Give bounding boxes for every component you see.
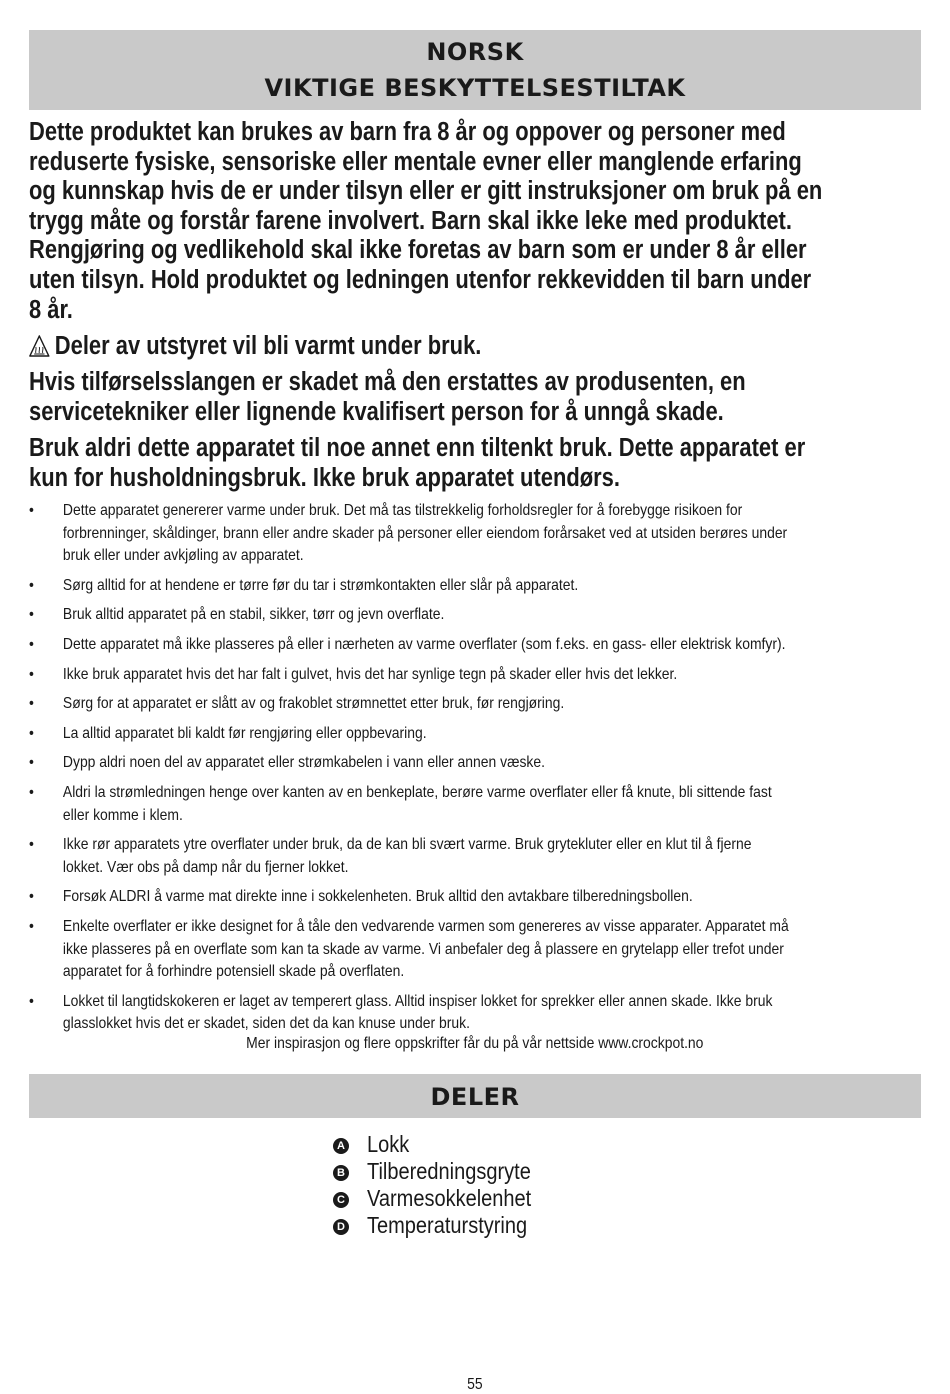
bullet-text-line: eller komme i klem. (62, 806, 183, 824)
parts-banner: DELER (29, 1074, 921, 1118)
bullet-item (29, 634, 916, 657)
intro-line: Dette produktet kan brukes av barn fra 8 år og oppover og personer med (29, 118, 786, 146)
hose-line: Hvis tilførselsslangen er skadet må den erstattes av produsenten, en (29, 368, 746, 396)
bullet-marker: • (29, 502, 34, 519)
bullet-marker: • (29, 917, 34, 935)
hose-line: servicetekniker eller lignende kvalifisert person for å unngå skade. (29, 397, 724, 426)
bullet-text-line: Enkelte overflater er ikke designet for å tåle den vedvarende varmen som genereres av visse apparater. Apparatet må (62, 917, 789, 935)
part-item (333, 1158, 556, 1185)
bullet-item (29, 500, 916, 568)
bullet-text-line: Dypp aldri noen del av apparatet eller strømkabelen i vann eller annen væske. (62, 754, 545, 772)
intro-line: og kunnskap hvis de er under tilsyn eller er gitt instruksjoner om bruk på en (29, 177, 823, 206)
part-label: Temperaturstyring (367, 1212, 528, 1238)
hose-paragraph (29, 368, 803, 427)
part-label: Lokk (367, 1131, 410, 1157)
bullet-text-line: bruk eller under avkjøling av apparatet. (62, 547, 304, 565)
bullet-text-line: Lokket til langtidskokeren er laget av temperert glass. Alltid inspiser lokket for sprekker eller annen skade. Ikke bruk (62, 992, 773, 1010)
bullet-marker: • (29, 992, 34, 1010)
bullet-marker: • (29, 665, 34, 683)
hot-surface-warning (29, 332, 803, 365)
bullet-item (29, 782, 916, 827)
bullet-marker: • (29, 724, 34, 742)
page-number: 55 (467, 1376, 483, 1393)
bullet-text-line: forbrenninger, skåldinger, brann eller andre skader på personer eller eiendom forårsaket ved at utsiden berøres under (62, 524, 788, 542)
part-item (333, 1212, 556, 1239)
intro-line: trygg måte og forstår farene involvert. Barn skal ikke leke med produktet. (29, 206, 792, 235)
part-item (333, 1185, 556, 1212)
bullet-text-line: Aldri la strømledningen henge over kanten av en benkeplate, berøre varme overflater eller få knute, bli sittende fast (62, 783, 772, 801)
bullet-text-line: glasslokket hvis det er skadet, siden det da kan knuse under bruk. (62, 1015, 470, 1033)
bullet-text-line: lokket. Vær obs på damp når du fjerner lokket. (62, 858, 349, 876)
bullet-text-line: ikke plasseres på en overflate som kan ta skade av varme. Vi anbefaler deg å plassere en grytelapp eller trefot under (62, 940, 784, 958)
language-heading: NORSK (426, 38, 524, 66)
bullet-item (29, 604, 916, 627)
more-info-text: Mer inspirasjon og flere oppskrifter får du på vår nettside www.crockpot.no (246, 1035, 704, 1052)
bullet-text-line: Dette apparatet genererer varme under bruk. Det må tas tilstrekkelig forholdsregler for å forebygge risikoen for (62, 502, 743, 519)
part-label: Tilberedningsgryte (367, 1158, 531, 1184)
part-item (333, 1131, 556, 1158)
bullet-text-line: La alltid apparatet bli kaldt før rengjøring eller oppbevaring. (62, 724, 427, 742)
bullet-marker: • (29, 783, 34, 801)
bullet-marker: • (29, 754, 34, 772)
bullet-item (29, 752, 916, 775)
bullet-marker: • (29, 836, 34, 854)
bullet-item (29, 991, 916, 1036)
bullet-marker: • (29, 888, 34, 906)
bullet-item (29, 723, 916, 746)
part-letter-badge: B (333, 1165, 349, 1181)
hot-surface-warning-text: Deler av utstyret vil bli varmt under bruk. (54, 332, 482, 360)
intro-line: reduserte fysiske, sensoriske eller mentale evner eller manglende erfaring (29, 147, 802, 176)
part-label: Varmesokkelenhet (367, 1185, 532, 1211)
part-letter-badge: C (333, 1192, 349, 1208)
bullet-text-line: Ikke bruk apparatet hvis det har falt i gulvet, hvis det har synlige tegn på skader eller hvis det lekker. (62, 665, 678, 683)
bullet-marker: • (29, 606, 34, 624)
intro-paragraph (29, 118, 823, 325)
parts-list (333, 1131, 556, 1239)
intro-line: Rengjøring og vedlikehold skal ikke foretas av barn som er under 8 år eller (29, 236, 807, 265)
bullet-text-line: apparatet for å forhindre potensiell skade på overflaten. (62, 963, 405, 981)
bullet-marker: • (29, 576, 34, 594)
hot-surface-warning-icon (29, 335, 50, 365)
bullet-item (29, 834, 916, 879)
bullet-text-line: Forsøk ALDRI å varme mat direkte inne i sokkelenheten. Bruk alltid den avtakbare tilberedningsbollen. (62, 888, 693, 906)
header-banner (29, 30, 921, 110)
bullet-item (29, 916, 916, 984)
bullet-item (29, 886, 916, 909)
bullet-text-line: Dette apparatet må ikke plasseres på eller i nærheten av varme overflater (som f.eks. en gass- eller elektrisk komfyr). (62, 635, 786, 653)
bullet-item (29, 664, 916, 687)
part-letter-badge: A (333, 1138, 349, 1154)
intro-line: uten tilsyn. Hold produktet og ledningen utenfor rekkevidden til barn under (29, 265, 812, 294)
bullet-marker: • (29, 695, 34, 713)
safety-bullet-list (29, 500, 916, 1043)
use-line: Bruk aldri dette apparatet til noe annet enn tiltenkt bruk. Dette apparatet er (29, 434, 806, 462)
bullet-text-line: Ikke rør apparatets ytre overflater under bruk, da de kan bli svært varme. Bruk grytekluter eller en klut til å fjerne (62, 836, 752, 854)
part-letter-badge: D (333, 1219, 349, 1235)
bullet-marker: • (29, 635, 34, 653)
bullet-text-line: Sørg for at apparatet er slått av og frakoblet strømnettet etter bruk, før rengjøring. (62, 695, 565, 713)
intro-line: 8 år. (29, 295, 73, 324)
bullet-item (29, 693, 916, 716)
bullet-item (29, 575, 916, 598)
bullet-text-line: Bruk alltid apparatet på en stabil, sikker, tørr og jevn overflate. (62, 606, 445, 624)
bullet-text-line: Sørg alltid for at hendene er tørre før du tar i strømkontakten eller slår på apparatet. (62, 576, 579, 594)
use-line: kun for husholdningsbruk. Ikke bruk apparatet utendørs. (29, 463, 620, 492)
page-title: VIKTIGE BESKYTTELSESTILTAK (264, 74, 686, 102)
use-paragraph (29, 434, 806, 493)
